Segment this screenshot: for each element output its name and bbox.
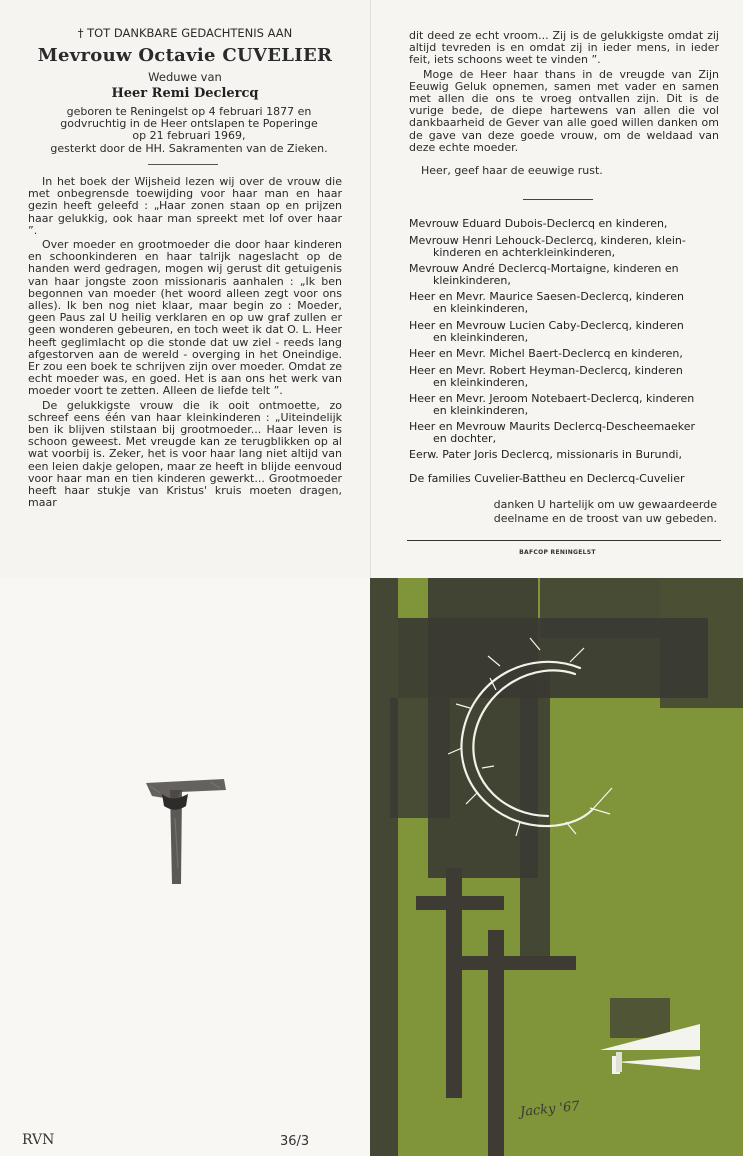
paragraph: Over moeder en grootmoeder die door haar kinderen en schoonkinderen en haar talrijk nageslacht op de handen werd gedragen, mogen wij gerust dit getuigenis van haar jongste zoon missionaris aanhalen : „Ik ben begonnen van moeder (het woord alleen zegt voor ons alles). Ik ben nog niet klaar, maar begin zo : Moeder, geen Paus zal U heilig verklaren en op uw graf zullen er geen wonderen gebeuren, en toch weet ik dat O. L. Heer heeft geglimlacht op die stonde dat uw ziel - reeds lang afgestorven aan de wereld - overging in het Oneindige. Er zou een boek te schrijven zijn over moeder. Omdat ze echt moeder was, en goed. Het is aan ons het werk van moeder voort te zetten. Alleen de liefde telt ”. bbox=[28, 238, 342, 398]
family-entry: Mevrouw Henri Lehouck-Declercq, kinderen, klein- kinderen en achterkleinkinderen, bbox=[409, 234, 686, 260]
bio-line: op 21 februari 1969, bbox=[132, 129, 246, 143]
family-entry: Heer en Mevrouw Lucien Caby-Declercq, kinderen en kleinkinderen, bbox=[409, 319, 684, 345]
thanks-line: deelname en de troost van uw gebeden. bbox=[493, 512, 717, 525]
divider bbox=[148, 164, 218, 165]
thanks-line: danken U hartelijk om uw gewaardeerde bbox=[493, 498, 717, 511]
right-text-page bbox=[370, 0, 743, 578]
family-entry: Heer en Mevrouw Maurits Declercq-Descheemaeker en dochter, bbox=[409, 420, 696, 446]
archive-initials: RVN bbox=[22, 1132, 55, 1148]
deceased-name: Mevrouw Octavie CUVELIER bbox=[37, 45, 333, 66]
left-text-page bbox=[0, 0, 370, 578]
crucifix-page bbox=[0, 578, 370, 1156]
paragraph: dit deed ze echt vroom... Zij is de gelukkigste omdat zij altijd tevreden is en omdat zij in ieder mens, in ieder feit, iets schoons weet te vinden ”. bbox=[409, 29, 719, 67]
family-entry: Mevrouw Eduard Dubois-Declercq en kinderen, bbox=[409, 217, 668, 230]
family-entry: Mevrouw André Declercq-Mortaigne, kinderen en kleinkinderen, bbox=[409, 262, 679, 288]
widow-label: Weduwe van bbox=[148, 70, 222, 84]
paragraph: De gelukkigste vrouw die ik ooit ontmoette, zo schreef eens één van haar kleinkinderen : „Uiteindelijk ben ik blijven stilstaan bij grootmoeder... Haar leven is schoon geweest. Met vreugde kan ze terugblikken op al wat voorbij is. Zeker, het is voor haar lang niet altijd van een leien dakje gelopen, maar ze heeft in blijde eenvoud voor haar man en tien kinderen gewerkt... Grootmoeder heeft haar stukje van Kristus' kruis moeten dragen, maar bbox=[28, 398, 342, 510]
body-text-continued bbox=[409, 30, 719, 154]
bio-line: godvruchtig in de Heer ontslapen te Poperinge bbox=[60, 117, 318, 131]
bio-line: gesterkt door de HH. Sakramenten van de Zieken. bbox=[50, 141, 328, 155]
paragraph: Moge de Heer haar thans in de vreugde van Zijn Eeuwig Geluk opnemen, samen met vader en samen met allen die ons te vroeg ontvallen zijn. Dit is de vurige bede, de diepe hartewens van allen die vol dankbaarheid de Gever van alle goed willen danken om de gave van deze goede vrouw, om de weldaad van deze echte moeder. bbox=[409, 67, 719, 154]
family-entry: Heer en Mevr. Jeroom Notebaert-Declercq, kinderen en kleinkinderen, bbox=[409, 392, 695, 418]
family-entry: Heer en Mevr. Michel Baert-Declercq en kinderen, bbox=[409, 347, 683, 360]
bio-line: geboren te Reningelst op 4 februari 1877 en bbox=[66, 105, 312, 118]
family-entry: Eerw. Pater Joris Declercq, missionaris in Burundi, bbox=[409, 448, 682, 461]
divider bbox=[523, 199, 593, 200]
crucifix-icon bbox=[0, 578, 370, 1156]
family-entry: Heer en Mevr. Maurice Saesen-Declercq, kinderen en kleinkinderen, bbox=[409, 290, 684, 316]
prayer-line: Heer, geef haar de eeuwige rust. bbox=[421, 164, 603, 177]
bio-block bbox=[30, 106, 348, 155]
artwork-cover bbox=[370, 578, 743, 1156]
artist-signature: Jacky '67 bbox=[519, 1098, 581, 1121]
artwork-illustration bbox=[370, 578, 743, 1156]
family-entry: Heer en Mevr. Robert Heyman-Declercq, kinderen en kleinkinderen, bbox=[409, 364, 683, 390]
paragraph: In het boek der Wijsheid lezen wij over de vrouw die met onbegrensde toewijding voor haar man en haar gezin heeft geleefd : „Haar zonen staan op en prijzen haar gelukkig, ook haar man spreekt met lof over haar ”. bbox=[28, 175, 342, 237]
dedication-header: † TOT DANKBARE GEDACHTENIS AAN bbox=[77, 26, 293, 40]
bottom-rule bbox=[407, 540, 721, 541]
family-entry: De families Cuvelier-Battheu en Declercq-Cuvelier bbox=[409, 472, 685, 485]
spouse-name: Heer Remi Declercq bbox=[111, 86, 259, 101]
reference-number: 36/3 bbox=[280, 1134, 310, 1149]
printer-credit: BAFCOP RENINGELST bbox=[519, 549, 596, 556]
body-text bbox=[28, 176, 342, 509]
